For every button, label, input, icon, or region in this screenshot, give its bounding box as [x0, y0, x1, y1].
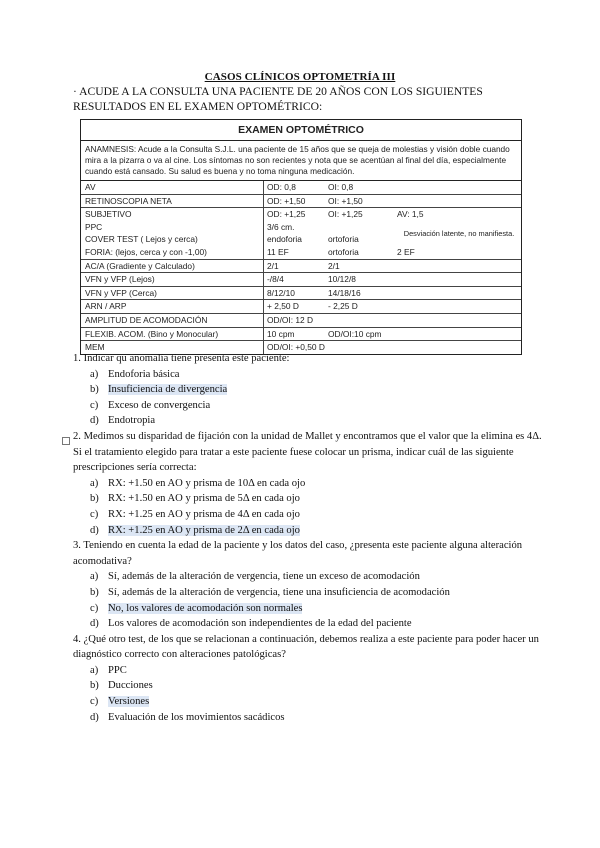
option-text: Sí, además de la alteración de vergencia, tiene un exceso de acomodación — [108, 571, 420, 583]
option-letter: a) — [90, 477, 99, 489]
exam-row-label: MEM — [81, 341, 264, 354]
exam-row-value-extra — [394, 181, 521, 194]
exam-row-label: SUBJETIVO — [81, 208, 264, 221]
answer-option — [73, 569, 543, 585]
exam-label-foria: FORIA: (lejos, cerca y con -1,00) — [85, 246, 207, 257]
answer-option — [73, 585, 543, 601]
exam-row-spacer — [394, 328, 521, 341]
answer-options — [73, 663, 543, 725]
exam-row-value-od: 10 cpm — [267, 328, 295, 339]
option-text-highlighted: Insuficiencia de divergencia — [108, 384, 228, 396]
exam-row — [81, 195, 521, 209]
exam-row-value-od: OD: +1,25 — [267, 209, 306, 220]
option-letter: d) — [90, 415, 99, 427]
answer-option — [73, 476, 543, 492]
exam-label-ppc: PPC — [85, 221, 103, 232]
exam-row-value-oi: OI: +1,25 — [328, 209, 363, 220]
exam-rows-bottom — [81, 260, 521, 354]
exam-value-foria-near: ortoforia — [328, 246, 359, 257]
answer-options — [73, 476, 543, 538]
option-letter: d) — [90, 618, 99, 630]
option-text: Ducciones — [108, 680, 153, 692]
exam-label-cover-test: COVER TEST ( Lejos y cerca) — [85, 234, 198, 245]
exam-row — [81, 273, 521, 287]
exam-row-value-oi: OI: +1,50 — [328, 195, 363, 206]
answer-option — [73, 507, 543, 523]
exam-value-ppc: 3/6 cm. — [267, 221, 295, 232]
option-text: Endoforia básica — [108, 368, 180, 380]
exam-row — [81, 328, 521, 342]
answer-option — [73, 601, 543, 617]
question-text: 1. Indicar qu anomalía tiene presenta este paciente: — [73, 353, 290, 364]
exam-row-label: RETINOSCOPIA NETA — [81, 195, 264, 208]
exam-row-spacer — [394, 314, 521, 327]
exam-row — [81, 287, 521, 301]
option-letter: a) — [90, 664, 99, 676]
exam-heading: EXAMEN OPTOMÉTRICO — [81, 120, 521, 141]
answer-option — [73, 678, 543, 694]
exam-row-value-od: 2/1 — [267, 260, 279, 271]
exam-row-value-oi — [325, 314, 394, 327]
exam-row-label: AC/A (Gradiente y Calculado) — [81, 260, 264, 273]
exam-row — [81, 181, 521, 195]
anamnesis-text: ANAMNESIS: Acude a la Consulta S.J.L. una paciente de 15 años que se queja de molestias y visión doble cuando mira a la pizarra o va al cine. Los síntomas no son recientes y nota que se acentúan al final del día, especialmente cuando está cansado. Su salud es buena y no toma ninguna medicación. — [81, 141, 521, 181]
option-text-highlighted: Versiones — [108, 696, 150, 708]
exam-row-value-oi: 14/18/16 — [328, 287, 361, 298]
exam-value-foria-far: 11 EF — [267, 246, 289, 257]
exam-row-spacer — [394, 300, 521, 313]
exam-row-label: FLEXIB. ACOM. (Bino y Monocular) — [81, 328, 264, 341]
option-letter: b) — [90, 586, 99, 598]
exam-row-spacer — [394, 273, 521, 286]
option-letter: c) — [90, 399, 99, 411]
exam-row-spacer — [394, 287, 521, 300]
exam-row-value-od: OD: +1,50 — [267, 195, 306, 206]
option-letter: c) — [90, 508, 99, 520]
answer-option — [73, 413, 543, 429]
exam-row-value-oi: 2/1 — [328, 260, 340, 271]
exam-note-deviation: Desviación latente, no manifiesta. — [403, 228, 515, 238]
document-title: CASOS CLÍNICOS OPTOMETRÍA III — [204, 71, 396, 83]
option-text-highlighted: No, los valores de acomodación son normales — [108, 602, 303, 614]
exam-row — [81, 300, 521, 314]
questions-list — [73, 351, 543, 725]
option-letter: b) — [90, 384, 99, 396]
exam-row-label: VFN y VFP (Lejos) — [81, 273, 264, 286]
exam-row-label: AV — [81, 181, 264, 194]
option-text: Los valores de acomodación son independientes de la edad del paciente — [108, 618, 412, 630]
option-text: PPC — [108, 664, 127, 676]
exam-row-value-extra: AV: 1,5 — [397, 209, 424, 220]
exam-row — [81, 260, 521, 274]
option-letter: b) — [90, 680, 99, 692]
option-text: RX: +1.50 en AO y prisma de 10Δ en cada ojo — [108, 477, 306, 489]
answer-option — [73, 710, 543, 726]
exam-table — [80, 119, 522, 355]
exam-row-value-oi: OD/OI:10 cpm — [328, 328, 382, 339]
question-text: 3. Teniendo en cuenta la edad de la paciente y los datos del caso, ¿presenta este paciente alguna alteración acomodativa? — [73, 540, 523, 567]
option-text: Endotropia — [108, 415, 156, 427]
exam-row-label: AMPLITUD DE ACOMODACIÓN — [81, 314, 264, 327]
exam-value-empty — [328, 221, 394, 234]
exam-row-value-oi: OI: 0,8 — [328, 182, 354, 192]
exam-row-label: ARN / ARP — [81, 300, 264, 313]
exam-row-spacer — [394, 260, 521, 273]
answer-option — [73, 616, 543, 632]
answer-option — [73, 367, 543, 383]
option-letter: a) — [90, 571, 99, 583]
exam-row-value-oi: - 2,25 D — [328, 301, 358, 312]
answer-option — [73, 663, 543, 679]
answer-option — [73, 382, 543, 398]
option-text: Evaluación de los movimientos sacádicos — [108, 711, 285, 723]
exam-row-value-od: + 2,50 D — [267, 301, 299, 312]
option-text: RX: +1.25 en AO y prisma de 4Δ en cada ojo — [108, 508, 300, 520]
answer-options — [73, 367, 543, 429]
option-letter: d) — [90, 524, 99, 536]
answer-options — [73, 569, 543, 631]
question-text: 4. ¿Qué otro test, de los que se relacionan a continuación, debemos realiza a este paciente para poder hacer un diagnóstico correcto con alteraciones patológicas? — [73, 633, 539, 661]
answer-option — [73, 694, 543, 710]
option-text: Sí, además de la alteración de vergencia, tiene una insuficiencia de acomodación — [108, 586, 450, 598]
answer-option — [73, 398, 543, 414]
question-text: 2. Medimos su disparidad de fijación con la unidad de Mallet y encontramos que el valor que la elimina es 4Δ. Si el tratamiento elegido para tratar a este paciente fuese colocar un prisma, indicar cuál de las siguiente prescripciones sería correcta: — [73, 430, 542, 474]
exam-row — [81, 208, 521, 221]
exam-group-binocular — [81, 221, 521, 260]
case-intro: · ACUDE A LA CONSULTA UNA PACIENTE DE 20 AÑOS CON LOS SIGUIENTES RESULTADOS EN EL EXAMEN OPTOMÉTRICO: — [73, 85, 483, 113]
option-letter: b) — [90, 493, 99, 505]
option-text: RX: +1.50 en AO y prisma de 5Δ en cada ojo — [108, 493, 300, 505]
option-letter: c) — [90, 696, 99, 708]
answer-option — [73, 491, 543, 507]
exam-rows-top — [81, 181, 521, 221]
exam-row-value-od: OD/OI: +0,50 D — [267, 342, 325, 353]
exam-row-value-extra — [394, 195, 521, 208]
exam-value-foria-minus1: 2 EF — [397, 246, 415, 257]
exam-value-cover-far: endoforia — [267, 234, 302, 245]
exam-row-label: VFN y VFP (Cerca) — [81, 287, 264, 300]
option-letter: a) — [90, 368, 99, 380]
checkbox-marker — [62, 437, 70, 445]
exam-row-value-od: OD/OI: 12 D — [267, 314, 314, 325]
option-text: Exceso de convergencia — [108, 399, 211, 411]
exam-row-value-od: -/8/4 — [267, 274, 284, 285]
exam-row-value-od: 8/12/10 — [267, 287, 295, 298]
option-text-highlighted: RX: +1.25 en AO y prisma de 2Δ en cada ojo — [108, 524, 300, 536]
exam-row — [81, 314, 521, 328]
answer-option — [73, 523, 543, 539]
exam-row-value-oi: 10/12/8 — [328, 274, 356, 285]
exam-value-cover-near: ortoforia — [328, 234, 359, 245]
option-letter: c) — [90, 602, 99, 614]
option-letter: d) — [90, 711, 99, 723]
exam-row-value-od: OD: 0,8 — [267, 182, 296, 192]
